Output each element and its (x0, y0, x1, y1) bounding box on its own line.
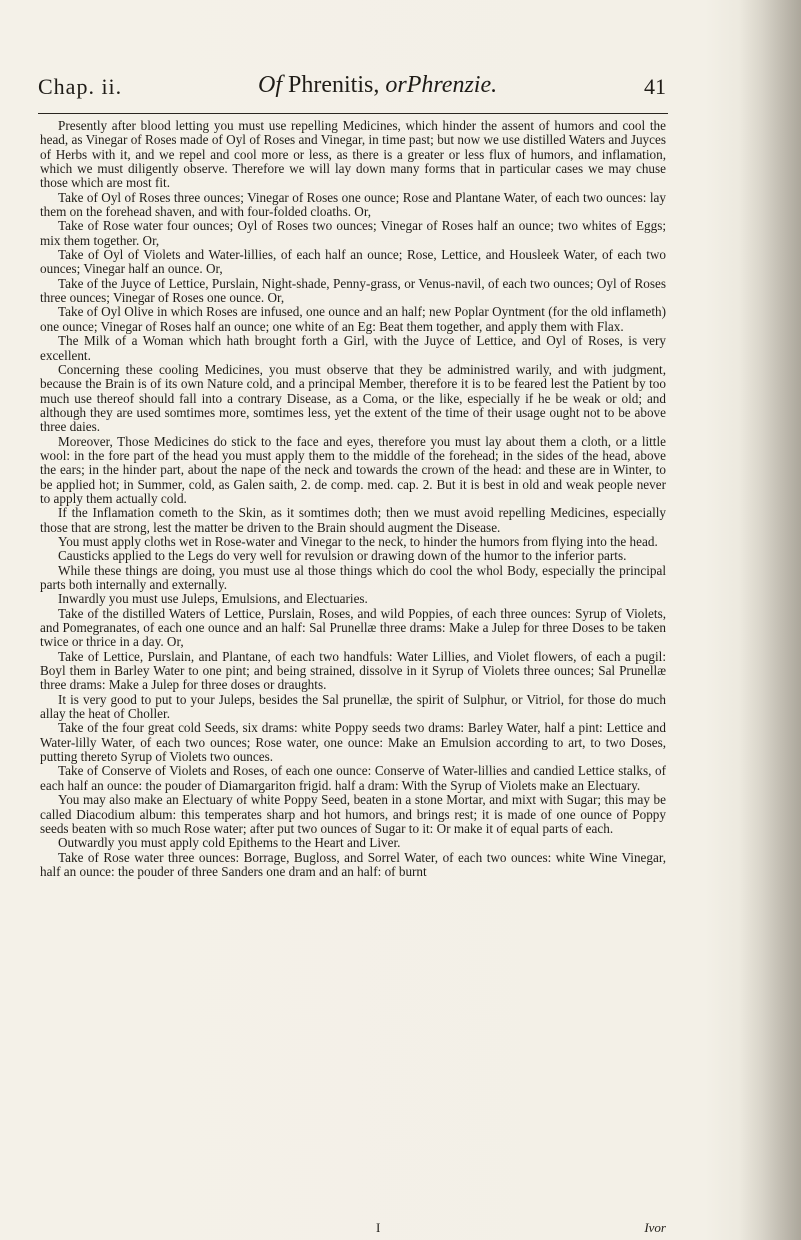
paragraph: Moreover, Those Medicines do stick to the face and eyes, therefore you must lay about them a cloth, or a little wool: in the fore part of the head you must apply them to the middle of the forehead; in the sides of the head, above the ears; in the hinder part, about the nape of the neck and towards the crown of the head: and these are in Winter, to be applied hot; in Summer, cold, as Galen saith, 2. de comp. med. cap. 2. But it is best in old and weak people never to apply them actually cold. (40, 433, 666, 506)
paragraph: The Milk of a Woman which hath brought forth a Girl, with the Juyce of Lettice, and Oyl of Roses, is very excellent. (40, 333, 666, 363)
paragraph: Outwardly you must apply cold Epithems to the Heart and Liver. (58, 835, 401, 851)
paragraph: While these things are doing, you must use al those things which do cool the whol Body, especially the principal parts both internally and externally. (40, 562, 666, 592)
paragraph: Take of Oyl of Roses three ounces; Vinegar of Roses one ounce; Rose and Plantane Water, of each two ounces: lay them on the forehead shaven, and with four-folded cloaths. Or, (40, 189, 666, 220)
paragraph: Take of Oyl Olive in which Roses are infused, one ounce and an half; new Poplar Oyntment (for the old inflameth) one ounce; Vinegar of Roses half an ounce; one white of an Eg: Beat them together, and apply them with Flax. (40, 304, 666, 334)
paragraph: If the Inflamation cometh to the Skin, as it somtimes doth; then we must avoid repelling Medicines, especially those that are strong, lest the matter be driven to the Brain should augment the Disease. (40, 505, 666, 535)
paragraph: Take of Rose water three ounces: Borrage, Bugloss, and Sorrel Water, of each two ounces: white Wine Vinegar, half an ounce: the pouder of three Sanders one dram and an half: of burnt (40, 849, 666, 879)
chapter-label: Chap. ii. (38, 74, 123, 99)
page-title (258, 72, 497, 99)
title-or: or (385, 72, 407, 98)
paragraph: You may also make an Electuary of white Poppy Seed, beaten in a stone Mortar, and mixt with Sugar; this may be called Diacodium album: this temperates sharp and hot humors, and brings rest; it is made of one ounce of Poppy seeds beaten with so much Rose water; after put two ounces of Sugar to it: Or make it of equal parts of each. (40, 792, 666, 836)
paragraph: Take of Lettice, Purslain, and Plantane, of each two handfuls: Water Lillies, and Violet flowers, of each a pugil: Boyl them in Barley Water to one pint; and being strained, dissolve in it Syrup of Violets three ounces; Sal Prunellæ three drams: Make a Julep for three doses or draughts. (40, 648, 666, 693)
page-footer (40, 1220, 666, 1238)
paragraph: Presently after blood letting you must use repelling Medicines, which hinder the assent of humors and cool the head, as Vinegar of Roses made of Oyl of Roses and Vinegar, in time past; but now we use distilled Waters and Juyces of Herbs with it, and we repel and cool more or less, as there is a greater or less flux of humors, and inflamation, which we must diligently observe. Therefore we will lay down many forms that in particular cases we may chuse those which are most fit. (40, 118, 666, 191)
page-number: 41 (644, 74, 666, 99)
paragraph: Take of the distilled Waters of Lettice, Purslain, Roses, and wild Poppies, of each three ounces: Syrup of Violets, and Pomegranates, of each one ounce and an half: Sal Prunellæ three drams: Make a Julep for three Doses to be taken twice or thrice in a day. Or, (40, 605, 666, 650)
paragraph: Take of the Juyce of Lettice, Purslain, Night-shade, Penny-grass, or Venus-navil, of each two ounces; Oyl of Roses three ounces; Vinegar of Roses one ounce. Or, (40, 275, 666, 306)
body-text (40, 119, 666, 879)
signature-mark: I (376, 1220, 381, 1235)
page-binding-shadow (739, 0, 801, 1240)
paragraph: Take of Rose water four ounces; Oyl of Roses two ounces; Vinegar of Roses half an ounce; two whites of Eggs; mix them together. Or, (40, 218, 666, 248)
paragraph: Take of Conserve of Violets and Roses, of each one ounce: Conserve of Water-lillies and candied Lettice stalks, of each half an ounce: the pouder of Diamargariton frigid. half a dram: With the Syrup of Violets make an Electuary. (40, 763, 666, 793)
title-prefix: Of (258, 72, 282, 98)
paragraph: Concerning these cooling Medicines, you must observe that they be administred warily, and with judgment, because the Brain is of its own Nature cold, and a principal Member, therefore it is to be feared lest the Patient by too much use thereof should fall into a contrary Disease, as a Coma, or the like, especially if he be weak or old; and although they are used somtimes more, somtimes less, yet the extent of the time of their usage ought not to be above three daies. (40, 361, 666, 435)
title-alt: Phrenzie. (406, 72, 498, 98)
paragraph: Take of the four great cold Seeds, six drams: white Poppy seeds two drams: Barley Water, half a pint: Lettice and Water-lilly Water, of each two ounces; Rose water, one ounce: Make an Emulsion according to art, to two Doses, putting thereto Syrup of Violets two ounces. (40, 720, 666, 765)
paragraph: Take of Oyl of Violets and Water-lillies, of each half an ounce; Rose, Lettice, and Housleek Water, of each two ounces; Vinegar half an ounce. Or, (40, 247, 666, 277)
header-rule (38, 113, 668, 114)
title-main: Phrenitis, (288, 72, 380, 98)
paragraph: Causticks applied to the Legs do very well for revulsion or drawing down of the humor to the inferior parts. (58, 548, 627, 564)
paragraph: It is very good to put to your Juleps, besides the Sal prunellæ, the spirit of Sulphur, or Vitriol, for those do much allay the heat of Choller. (40, 691, 666, 722)
paragraph: You must apply cloths wet in Rose-water and Vinegar to the neck, to hinder the humors from flying into the head. (58, 533, 658, 549)
paragraph: Inwardly you must use Juleps, Emulsions, and Electuaries. (58, 591, 368, 607)
catchword: Ivor (644, 1220, 666, 1235)
running-header (38, 72, 666, 112)
